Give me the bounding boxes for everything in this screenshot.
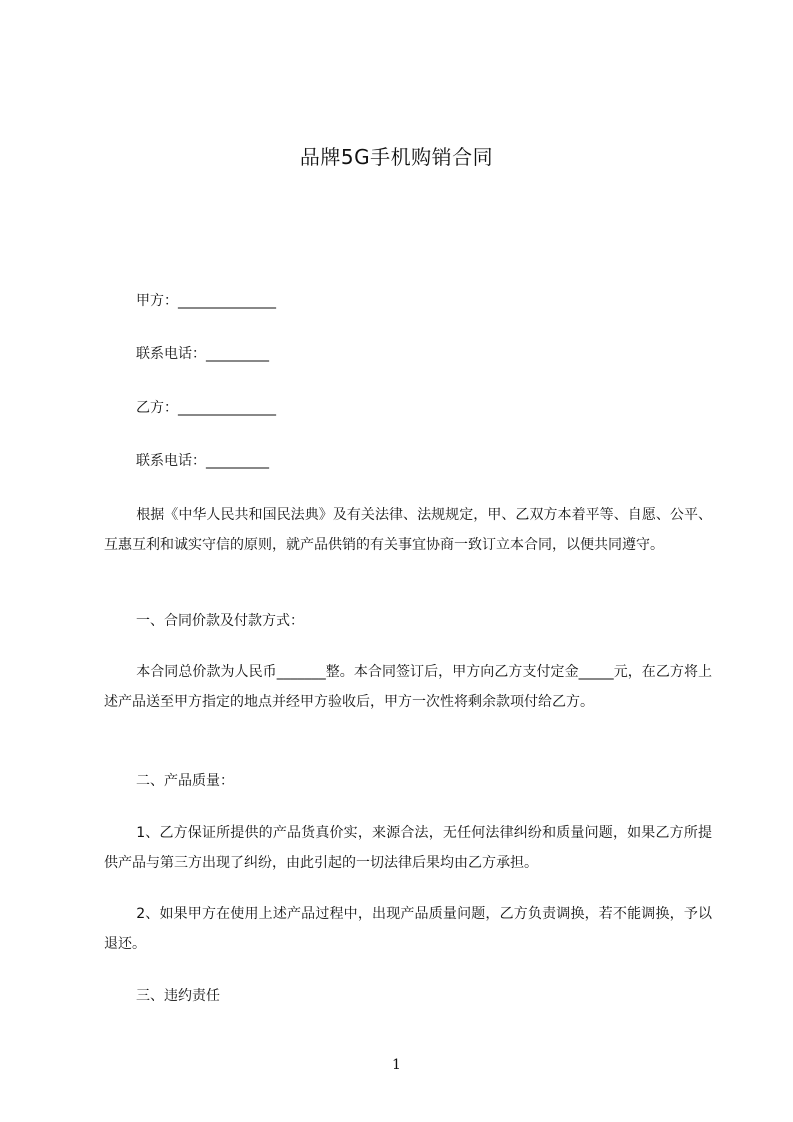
document-title: 品牌5G手机购销合同 <box>299 145 494 169</box>
party-a-blank: ______________ <box>178 293 276 309</box>
party-b-phone-label: 联系电话： <box>136 453 206 469</box>
party-a-phone-label: 联系电话： <box>136 346 206 362</box>
party-b-phone-blank: _________ <box>206 453 269 469</box>
intro-paragraph: 根据《中华人民共和国民法典》及有关法律、法规规定，甲、乙双方本着平等、自愿、公平、互惠互利和诚实守信的原则，就产品供销的有关事宜协商一致订立本合同，以便共同遵守。 <box>104 507 712 553</box>
party-a-phone-field <box>136 344 269 364</box>
section-2-item-2: 2、如果甲方在使用上述产品过程中，出现产品质量问题，乙方负责调换，若不能调换，予以退还。 <box>104 906 712 952</box>
party-b-label: 乙方： <box>136 400 178 416</box>
page-number: 1 <box>392 1057 401 1073</box>
party-b-blank: ______________ <box>178 400 276 416</box>
party-a-field <box>136 291 276 311</box>
section-1-text: 本合同总价款为人民币_______整。本合同签订后，甲方向乙方支付定金_____元，在乙方将上述产品送至甲方指定的地点并经甲方验收后，甲方一次性将剩余款项付给乙方。 <box>104 664 712 710</box>
section-2-item-1: 1、乙方保证所提供的产品货真价实，来源合法，无任何法律纠纷和质量问题，如果乙方所提供产品与第三方出现了纠纷，由此引起的一切法律后果均由乙方承担。 <box>104 825 712 871</box>
party-b-phone-field <box>136 451 269 471</box>
party-b-field <box>136 398 276 418</box>
party-a-phone-blank: _________ <box>206 346 269 362</box>
party-a-label: 甲方： <box>136 293 178 309</box>
section-1-heading: 一、合同价款及付款方式： <box>136 613 304 629</box>
section-3-heading: 三、违约责任 <box>136 988 220 1004</box>
section-2-heading: 二、产品质量： <box>136 773 234 789</box>
